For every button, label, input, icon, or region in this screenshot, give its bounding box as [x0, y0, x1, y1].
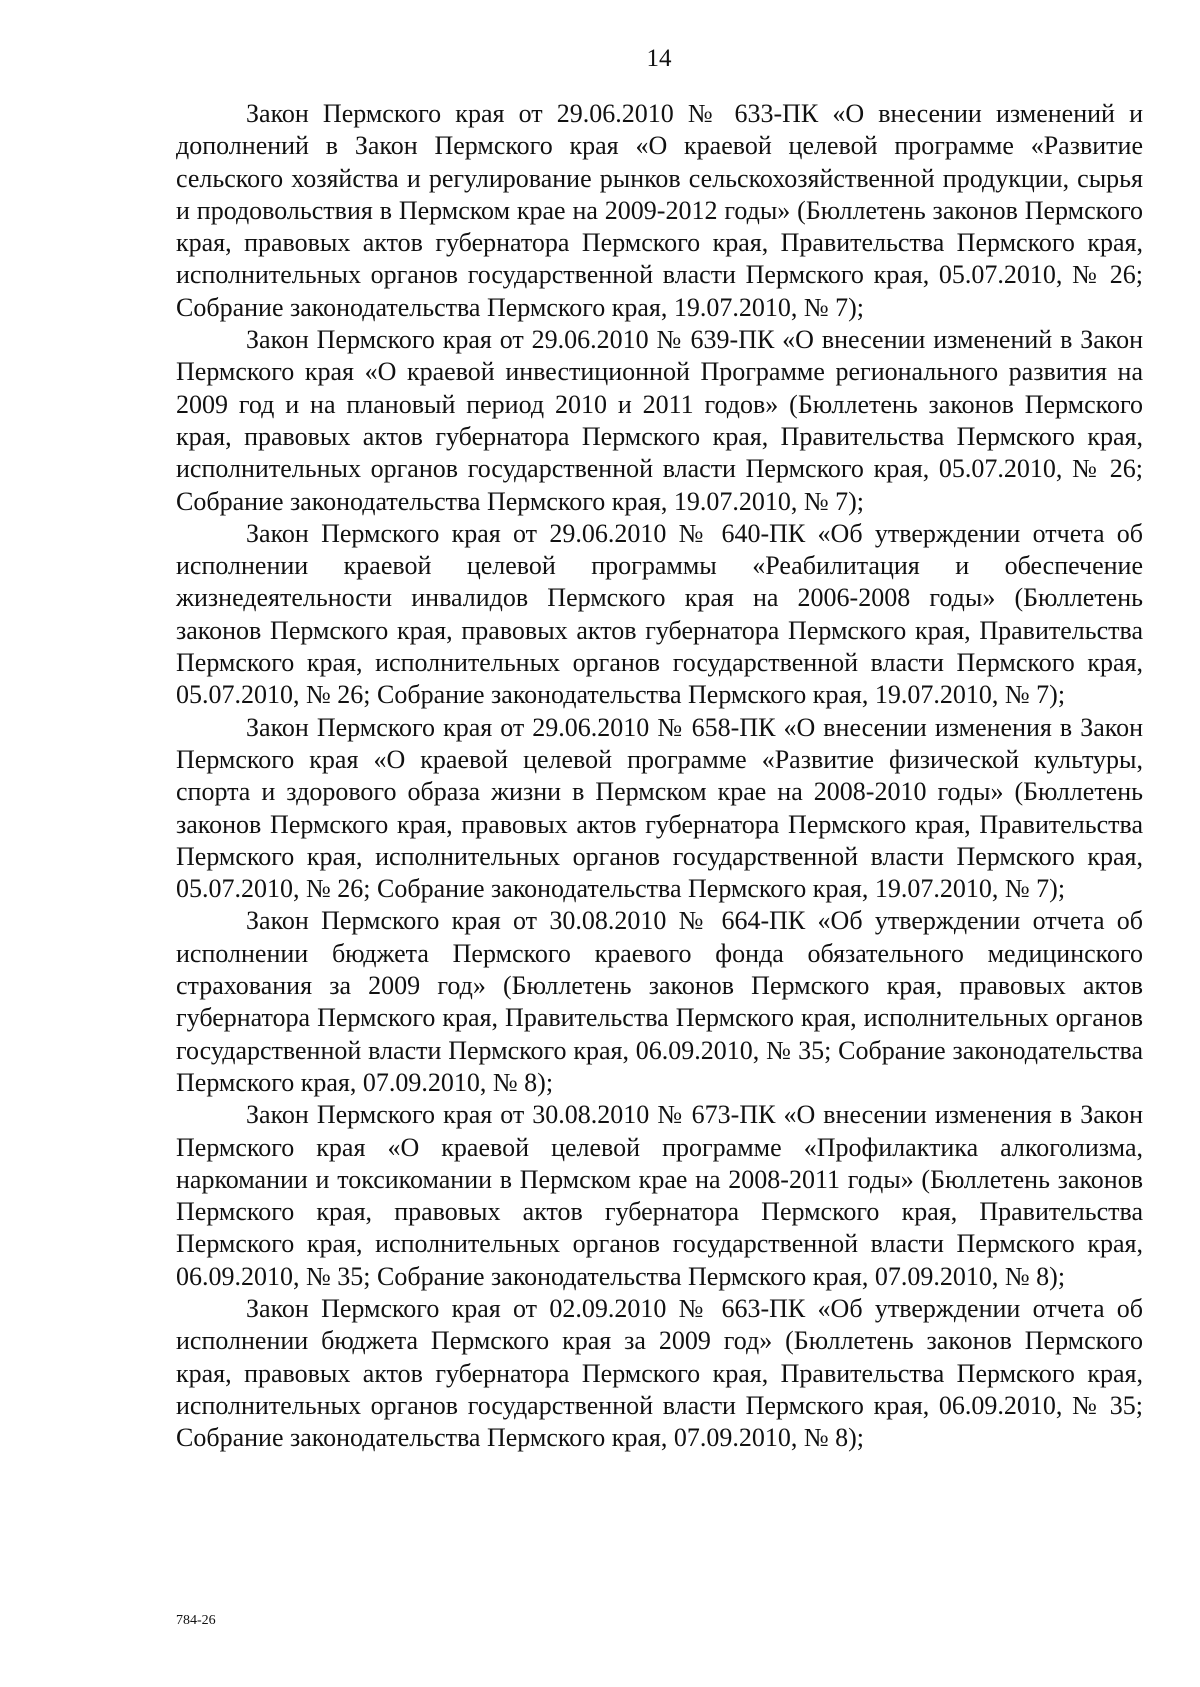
law-entry-633: Закон Пермского края от 29.06.2010 № 633-ПК «О внесении изменений и дополнений в Закон Пермского края «О краевой целевой программе «Развитие сельского хозяйства и регулирование рынков сельскохозяйственной продукции, сырья и продовольствия в Пермском крае на 2009-2012 годы» (Бюллетень законов Пермского края, правовых актов губернатора Пермского края, Правительства Пермского края, исполнительных органов государственной власти Пермского края, 05.07.2010, № 26; Собрание законодательства Пермского края, 19.07.2010, № 7); [176, 99, 1143, 322]
law-entry-664: Закон Пермского края от 30.08.2010 № 664-ПК «Об утверждении отчета об исполнении бюджета Пермского краевого фонда обязательного медицинского страхования за 2009 год» (Бюллетень законов Пермского края, правовых актов губернатора Пермского края, Правительства Пермского края, исполнительных органов государственной власти Пермского края, 06.09.2010, № 35; Собрание законодательства Пермского края, 07.09.2010, № 8); [176, 906, 1143, 1097]
law-entry-658: Закон Пермского края от 29.06.2010 № 658-ПК «О внесении изменения в Закон Пермского края «О краевой целевой программе «Развитие физической культуры, спорта и здорового образа жизни в Пермском крае на 2008-2010 годы» (Бюллетень законов Пермского края, правовых актов губернатора Пермского края, Правительства Пермского края, исполнительных органов государственной власти Пермского края, 05.07.2010, № 26; Собрание законодательства Пермского края, 19.07.2010, № 7); [176, 712, 1143, 904]
law-entry-639: Закон Пермского края от 29.06.2010 № 639-ПК «О внесении изменений в Закон Пермского края «О краевой инвестиционной Программе регионального развития на 2009 год и на плановый период 2010 и 2011 годов» (Бюллетень законов Пермского края, правовых актов губернатора Пермского края, Правительства Пермского края, исполнительных органов государственной власти Пермского края, 05.07.2010, № 26; Собрание законодательства Пермского края, 19.07.2010, № 7); [176, 325, 1143, 516]
document-body [176, 98, 1143, 1454]
document-code: 784-26 [176, 1613, 216, 1628]
law-entry-673: Закон Пермского края от 30.08.2010 № 673-ПК «О внесении изменения в Закон Пермского края «О краевой целевой программе «Профилактика алкоголизма, наркомании и токсикомании в Пермском крае на 2008-2011 годы» (Бюллетень законов Пермского края, правовых актов губернатора Пермского края, Правительства Пермского края, исполнительных органов государственной власти Пермского края, 06.09.2010, № 35; Собрание законодательства Пермского края, 07.09.2010, № 8); [176, 1100, 1143, 1291]
law-entry-640: Закон Пермского края от 29.06.2010 № 640-ПК «Об утверждении отчета об исполнении краевой целевой программы «Реабилитация и обеспечение жизнедеятельности инвалидов Пермского края на 2006-2008 годы» (Бюллетень законов Пермского края, правовых актов губернатора Пермского края, Правительства Пермского края, исполнительных органов государственной власти Пермского края, 05.07.2010, № 26; Собрание законодательства Пермского края, 19.07.2010, № 7); [176, 518, 1143, 710]
law-entry-663: Закон Пермского края от 02.09.2010 № 663-ПК «Об утверждении отчета об исполнении бюджета Пермского края за 2009 год» (Бюллетень законов Пермского края, правовых актов губернатора Пермского края, Правительства Пермского края, исполнительных органов государственной власти Пермского края, 06.09.2010, № 35; Собрание законодательства Пермского края, 07.09.2010, № 8); [176, 1293, 1143, 1453]
page-number: 14 [646, 45, 672, 72]
